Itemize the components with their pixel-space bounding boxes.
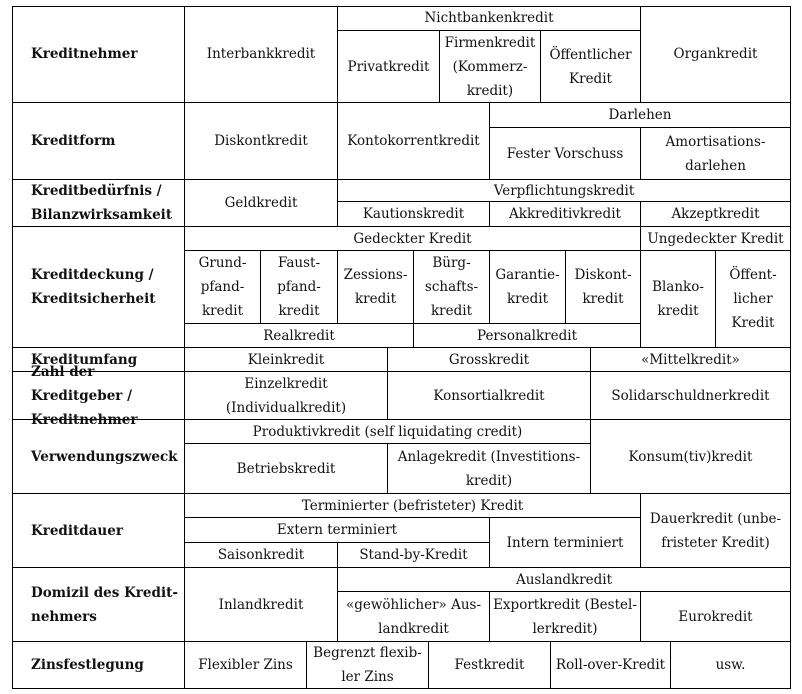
cell-solidarschuldnerkredit: Solidarschuldnerkredit bbox=[591, 372, 791, 420]
cell-realkredit: Realkredit bbox=[185, 324, 414, 348]
cell-roll-over-kredit: Roll-over-Kredit bbox=[551, 642, 671, 689]
cell-konsumtivkredit: Konsum(tiv)kredit bbox=[591, 420, 791, 494]
cell-kontokorrentkredit: Kontokorrentkredit bbox=[338, 103, 490, 180]
cell-darlehen: Darlehen bbox=[490, 103, 791, 128]
cell-amortisationsdarlehen: Amortisations- darlehen bbox=[641, 128, 791, 180]
cell-einzelkredit: Einzelkredit (Individualkredit) bbox=[185, 372, 388, 420]
row-header-kreditdeckung: Kreditdeckung / Kreditsicherheit bbox=[12, 227, 185, 348]
cell-buergschaftskredit: Bürg- schafts- kredit bbox=[414, 251, 490, 324]
cell-anlagekredit: Anlagekredit (Investitions- kredit) bbox=[388, 444, 591, 494]
cell-betriebskredit: Betriebskredit bbox=[185, 444, 388, 494]
cell-firmenkredit: Firmenkredit (Kommerz- kredit) bbox=[440, 31, 541, 103]
cell-grundpfandkredit: Grund- pfand- kredit bbox=[185, 251, 261, 324]
row-header-kreditdauer: Kreditdauer bbox=[12, 494, 185, 568]
cell-blankokredit: Blanko- kredit bbox=[641, 251, 716, 348]
cell-geldkredit: Geldkredit bbox=[185, 180, 338, 227]
row-header-domizil: Domizil des Kredit- nehmers bbox=[12, 568, 185, 642]
cell-organkredit: Organkredit bbox=[641, 6, 791, 103]
cell-eurokredit: Eurokredit bbox=[641, 592, 791, 642]
row-header-zinsfestlegung: Zinsfestlegung bbox=[12, 642, 185, 689]
cell-intern-terminiert: Intern terminiert bbox=[490, 518, 641, 568]
cell-verpflichtungskredit: Verpflichtungskredit bbox=[338, 180, 791, 202]
cell-interbankkredit: Interbankkredit bbox=[185, 6, 338, 103]
row-header-kreditumfang: Kreditumfang bbox=[12, 348, 185, 372]
cell-kautionskredit: Kautionskredit bbox=[338, 202, 490, 227]
cell-grosskredit: Grosskredit bbox=[388, 348, 591, 372]
row-header-kreditnehmer: Kreditnehmer bbox=[12, 6, 185, 103]
cell-inlandkredit: Inlandkredit bbox=[185, 568, 338, 642]
row-header-zahl-der-kreditgeber: Zahl der Kreditgeber / Kreditnehmer bbox=[12, 372, 185, 420]
row-header-kreditform: Kreditform bbox=[12, 103, 185, 180]
cell-oeffentlicher-kredit: Öffentlicher Kredit bbox=[541, 31, 641, 103]
cell-produktivkredit: Produktivkredit (self liquidating credit) bbox=[185, 420, 591, 444]
cell-usw: usw. bbox=[671, 642, 791, 689]
cell-festkredit: Festkredit bbox=[429, 642, 551, 689]
cell-zessionskredit: Zessions- kredit bbox=[338, 251, 414, 324]
cell-terminierter-kredit: Terminierter (befristeter) Kredit bbox=[185, 494, 641, 518]
cell-ungedeckter-kredit: Ungedeckter Kredit bbox=[641, 227, 791, 251]
cell-akkreditivkredit: Akkreditivkredit bbox=[490, 202, 641, 227]
cell-akzeptkredit: Akzeptkredit bbox=[641, 202, 791, 227]
cell-kleinkredit: Kleinkredit bbox=[185, 348, 388, 372]
cell-konsortialkredit: Konsortialkredit bbox=[388, 372, 591, 420]
cell-auslandkredit: Auslandkredit bbox=[338, 568, 791, 592]
cell-flexibler-zins: Flexibler Zins bbox=[185, 642, 307, 689]
cell-diskontkredit: Diskontkredit bbox=[185, 103, 338, 180]
cell-garantiekredit: Garantie- kredit bbox=[490, 251, 566, 324]
cell-fester-vorschuss: Fester Vorschuss bbox=[490, 128, 641, 180]
cell-stand-by-kredit: Stand-by-Kredit bbox=[338, 543, 490, 568]
cell-faustpfandkredit: Faust- pfand- kredit bbox=[261, 251, 338, 324]
cell-oeffentlicher-kredit-deckung: Öffent- licher Kredit bbox=[716, 251, 791, 348]
cell-exportkredit: Exportkredit (Bestel- lerkredit) bbox=[490, 592, 641, 642]
cell-begrenzt-flexibler-zins: Begrenzt flexib- ler Zins bbox=[307, 642, 429, 689]
cell-diskontkredit-deckung: Diskont- kredit bbox=[566, 251, 641, 324]
cell-mittelkredit: «Mittelkredit» bbox=[591, 348, 791, 372]
cell-extern-terminiert: Extern terminiert bbox=[185, 518, 490, 543]
row-header-kreditbeduerfnis: Kreditbedürfnis / Bilanzwirksamkeit bbox=[12, 180, 185, 227]
cell-dauerkredit: Dauerkredit (unbe- fristeter Kredit) bbox=[641, 494, 791, 568]
cell-saisonkredit: Saisonkredit bbox=[185, 543, 338, 568]
cell-gedeckter-kredit: Gedeckter Kredit bbox=[185, 227, 641, 251]
cell-privatkredit: Privatkredit bbox=[338, 31, 440, 103]
cell-personalkredit: Personalkredit bbox=[414, 324, 641, 348]
row-header-verwendungszweck: Verwendungszweck bbox=[12, 420, 185, 494]
cell-gewoehlicher-auslandkredit: «gewöhlicher» Aus- landkredit bbox=[338, 592, 490, 642]
cell-nichtbankenkredit: Nichtbankenkredit bbox=[338, 6, 641, 31]
